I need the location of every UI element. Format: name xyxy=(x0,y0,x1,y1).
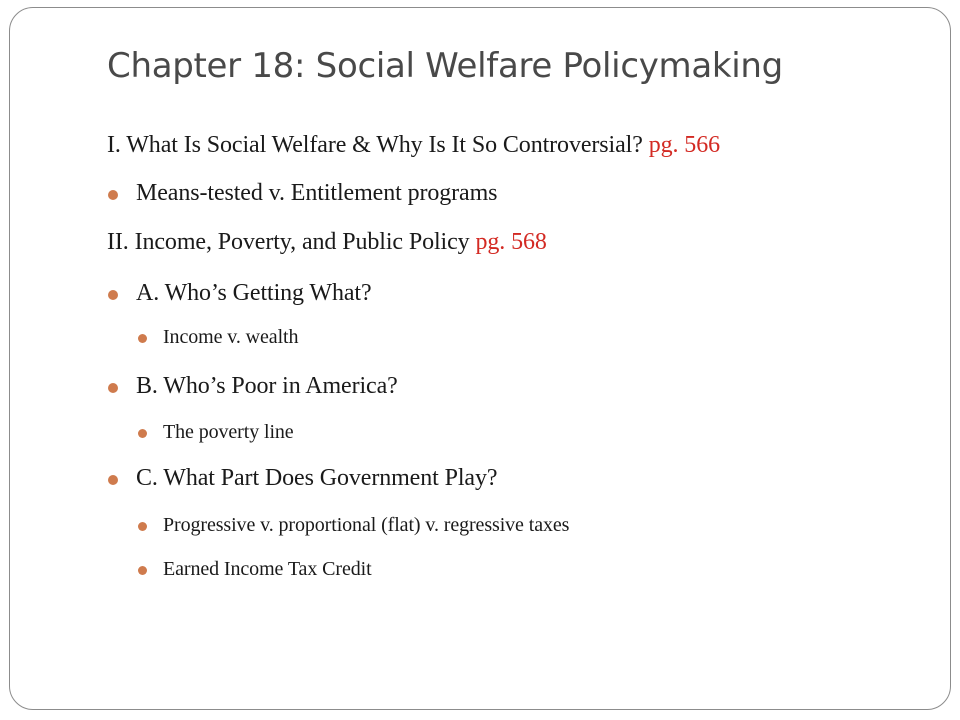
outline-item-getting-what xyxy=(136,280,372,307)
outline-item-text: Income v. wealth xyxy=(163,326,299,348)
outline-item-eitc xyxy=(163,558,372,581)
round-bullet-icon xyxy=(108,475,118,485)
outline-item-income-wealth xyxy=(163,326,298,349)
outline-item-text: II. Income, Poverty, and Public Policy xyxy=(107,229,476,255)
page-reference: pg. 568 xyxy=(475,229,547,255)
slide-title: Chapter 18: Social Welfare Policymaking xyxy=(107,46,783,86)
outline-item-government-role xyxy=(136,465,497,492)
page-reference: pg. 566 xyxy=(648,132,720,158)
round-bullet-icon xyxy=(108,290,118,300)
outline-item-text: C. What Part Does Government Play? xyxy=(136,465,498,491)
outline-item-poverty-line xyxy=(163,421,294,444)
outline-item-text: Progressive v. proportional (flat) v. regressive taxes xyxy=(163,514,570,536)
outline-item-section-1 xyxy=(107,132,720,159)
round-bullet-icon xyxy=(138,429,147,438)
round-bullet-icon xyxy=(138,522,147,531)
outline-item-whos-poor xyxy=(136,373,398,400)
outline-item-text: I. What Is Social Welfare & Why Is It So Controversial? xyxy=(107,132,649,158)
round-bullet-icon xyxy=(138,334,147,343)
outline-item-taxes xyxy=(163,514,569,537)
outline-item-text: B. Who’s Poor in America? xyxy=(136,373,398,399)
outline-item-text: Means-tested v. Entitlement programs xyxy=(136,180,498,206)
outline-item-text: The poverty line xyxy=(163,421,294,443)
outline-item-means-tested xyxy=(136,180,497,207)
round-bullet-icon xyxy=(138,566,147,575)
round-bullet-icon xyxy=(108,190,118,200)
outline-item-section-2 xyxy=(107,229,547,256)
outline-item-text: A. Who’s Getting What? xyxy=(136,280,372,306)
round-bullet-icon xyxy=(108,383,118,393)
outline-item-text: Earned Income Tax Credit xyxy=(163,558,372,580)
